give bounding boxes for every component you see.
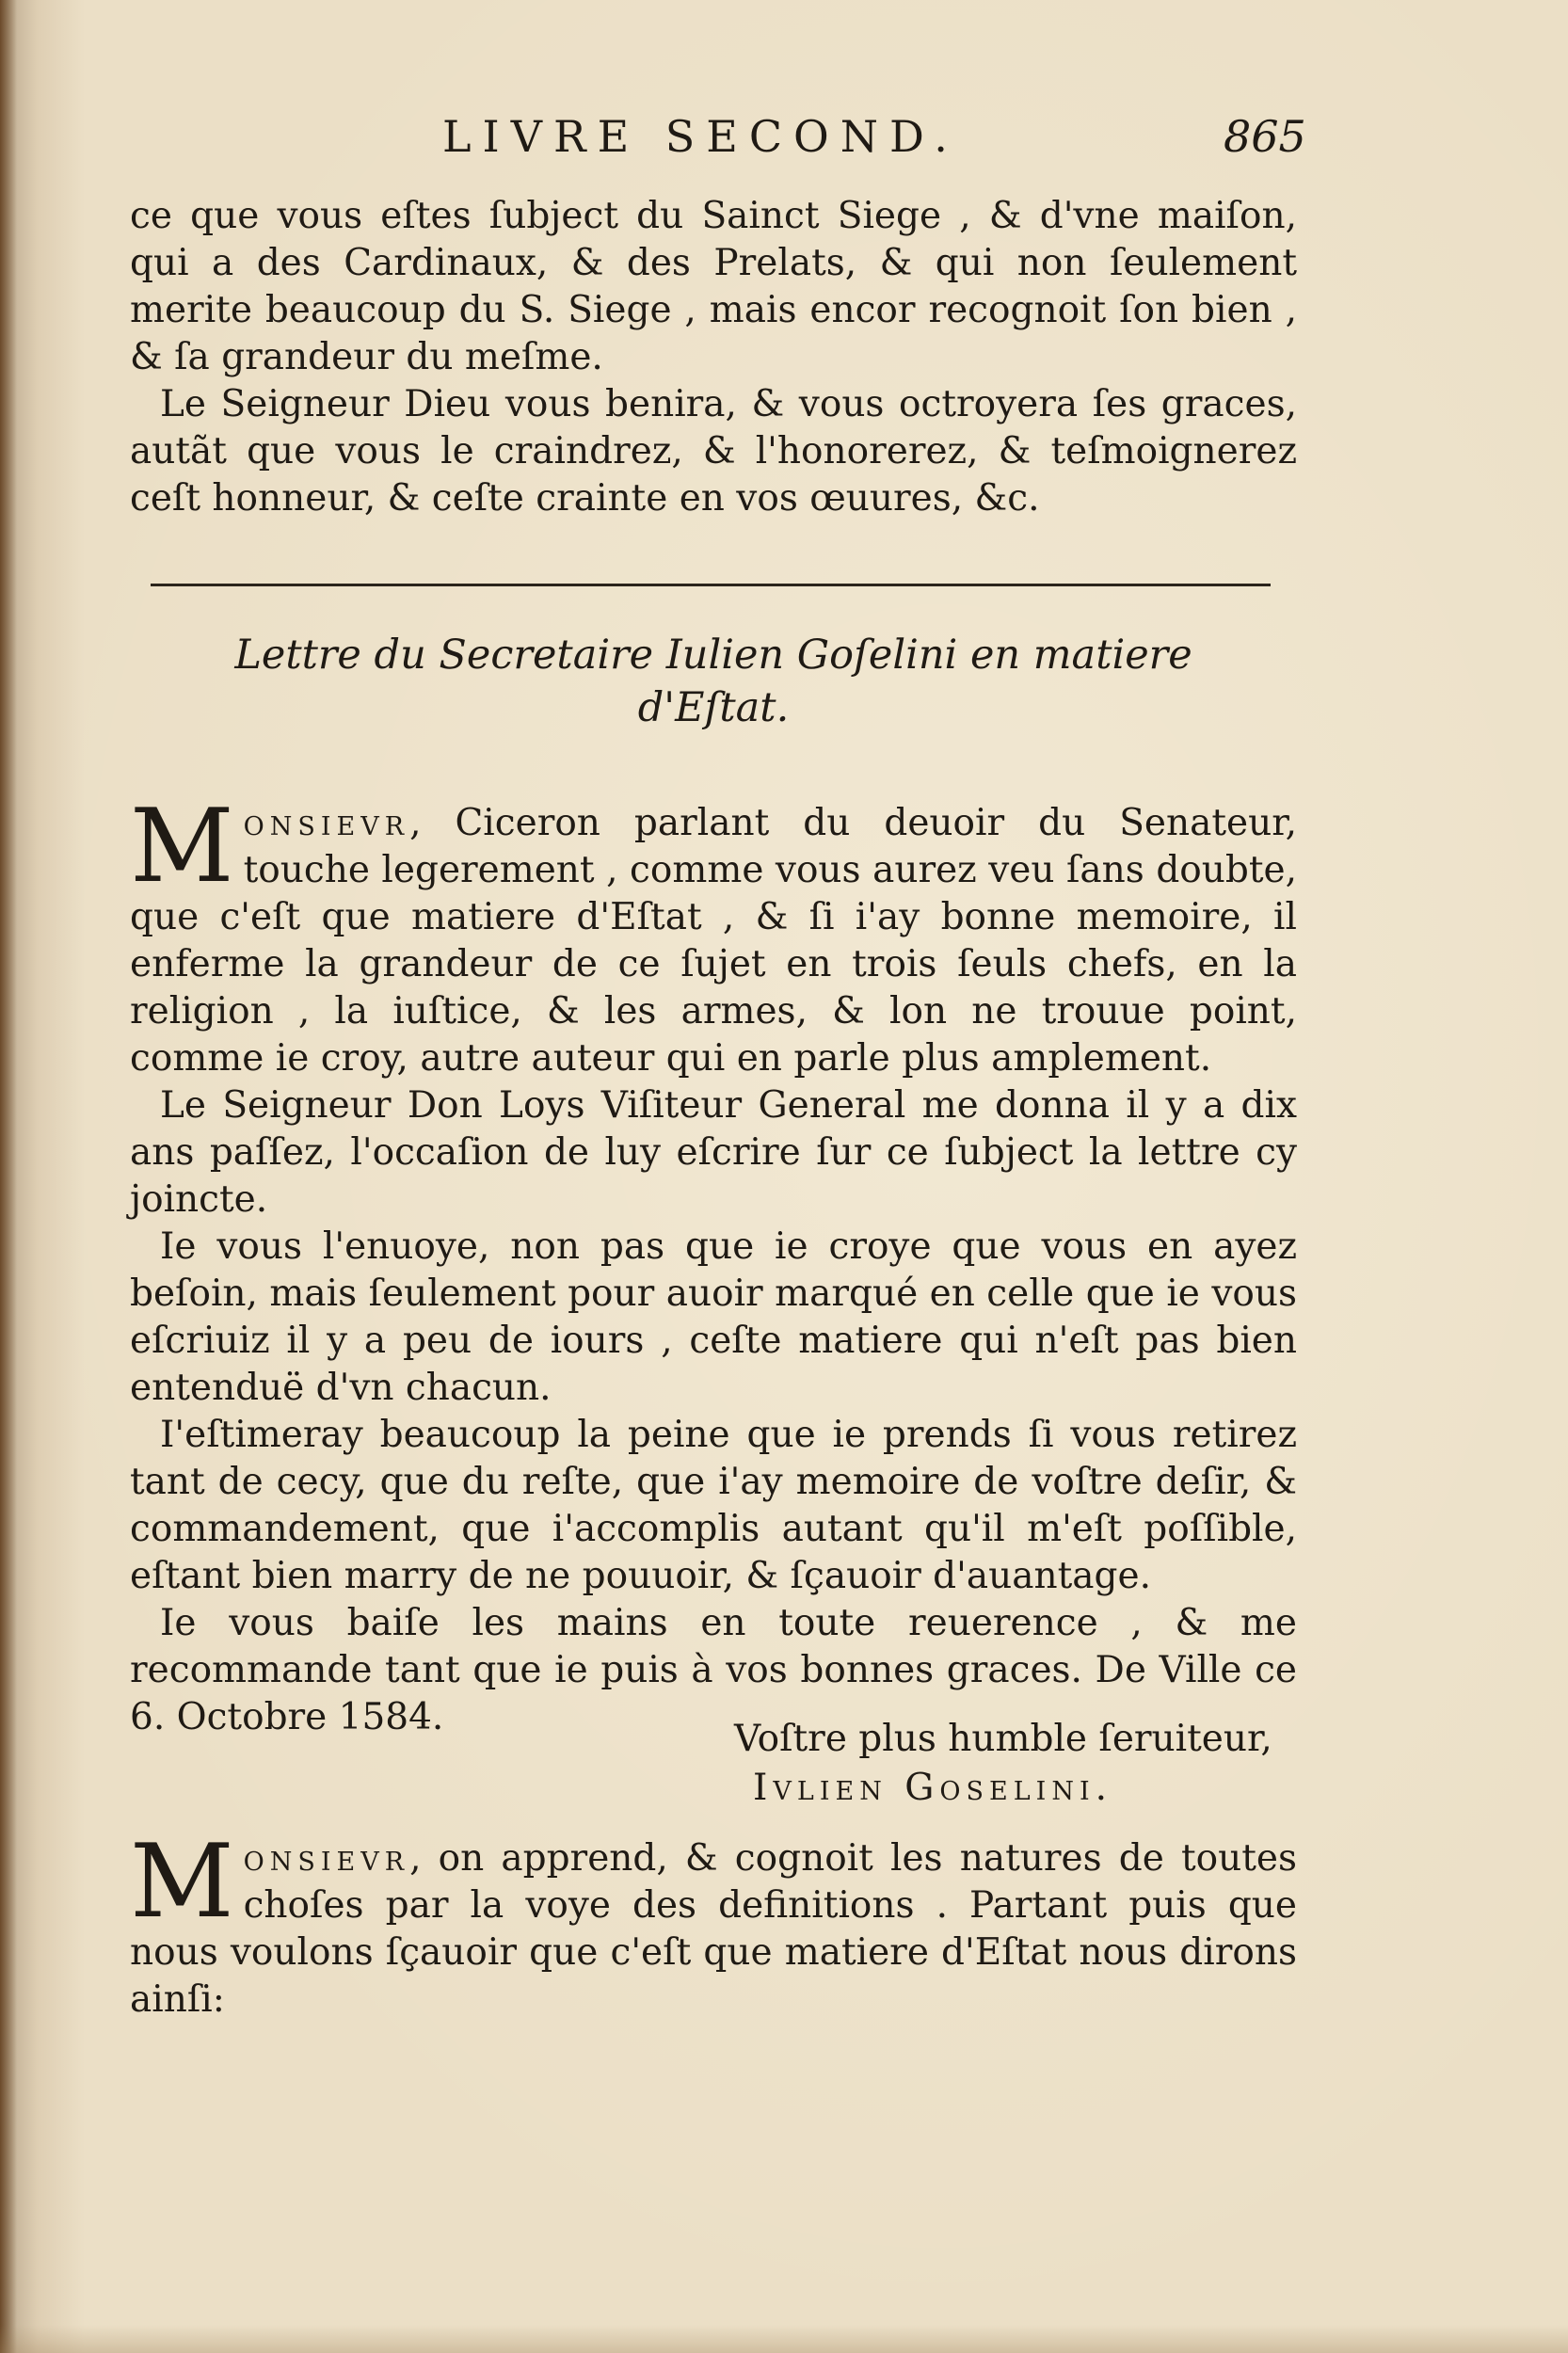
running-head: LIVRE SECOND. [442,111,959,162]
letter-title-line-1: Lettre du Secretaire Iulien Goſelini en matiere [234,632,1192,679]
body-paragraph: Ie vous baiſe les mains en toute reuerence , & me recommande tant que ie puis à vos bonnes graces. De Ville ce 6. Octobre 1584. [130,1602,1297,1738]
letter-title [130,629,1297,734]
drop-cap: M [130,1823,234,1941]
opening-text: , on apprend, & cognoit les natures de toutes choſes par la voye des definitions . Partant puis que nous voulons ſçauoir que c'eſt que matiere d'Eſtat nous dirons ainſi: [130,1837,1297,2021]
page-header [0,111,1568,177]
preceding-letter-ending [130,193,1297,381]
first-letter-body [130,1082,1297,1741]
signature-name: Ivlien Goselini. [753,1767,1113,1809]
first-letter-opening [130,788,1297,1082]
opening-word: onsievr [243,802,410,844]
closing-formula: Voſtre plus humble ſeruiteur, [734,1718,1272,1760]
body-paragraph: Le Seigneur Dieu vous benira, & vous octroyera ſes graces, autãt que vous le craindrez, & l'honorerez, & teſmoignerez ceſt honneur, & ceſte crainte en vos œuures, &c. [130,383,1297,520]
page-gutter [0,0,17,2353]
body-paragraph: Ie vous l'enuoye, non pas que ie croye que vous en ayez beſoin, mais ſeulement pour auoir marqué en celle que ie vous eſcriuiz il y a peu de iours , ceſte matiere qui n'eſt pas bien entenduë d'vn chacun. [130,1225,1297,1409]
signature-block [734,1715,1272,1813]
letter-title-line-2: d'Eſtat. [637,684,790,731]
body-paragraph: Le Seigneur Don Loys Viſiteur General me donna il y a dix ans paſſez, l'occaſion de luy eſcrire ſur ce ſubject la lettre cy joincte. [130,1084,1297,1221]
opening-word: onsievr [243,1837,410,1880]
body-paragraph: ce que vous eſtes ſubject du Sainct Siege , & d'vne maiſon, qui a des Cardinaux, & des Prelats, & qui non ſeulement merite beaucoup du S. Siege , mais encor recognoit ſon bien , & ſa grandeur du meſme. [130,195,1297,378]
page-number: 865 [1224,111,1306,162]
drop-cap: M [130,788,234,905]
section-divider [151,584,1271,586]
second-letter-opening [130,1823,1297,2024]
body-paragraph: I'eſtimeray beaucoup la peine que ie prends ſi vous retirez tant de cecy, que du reſte, que i'ay memoire de voſtre deſir, & commandement, que i'accomplis autant qu'il m'eſt poſſible, eſtant bien marry de ne pouuoir, & ſçauoir d'auantage. [130,1414,1297,1597]
opening-text: , Ciceron parlant du deuoir du Senateur, touche legerement , comme vous aurez veu ſans doubte, que c'eſt que matiere d'Eſtat , & ſi i'ay bonne memoire, il enferme la grandeur de ce ſujet en trois ſeuls chefs, en la religion , la iuſtice, & les armes, & lon ne trouue point, comme ie croy, autre auteur qui en parle plus amplement. [130,802,1297,1080]
preceding-letter-closing [130,381,1297,522]
page-bottom-edge [0,2325,1568,2353]
